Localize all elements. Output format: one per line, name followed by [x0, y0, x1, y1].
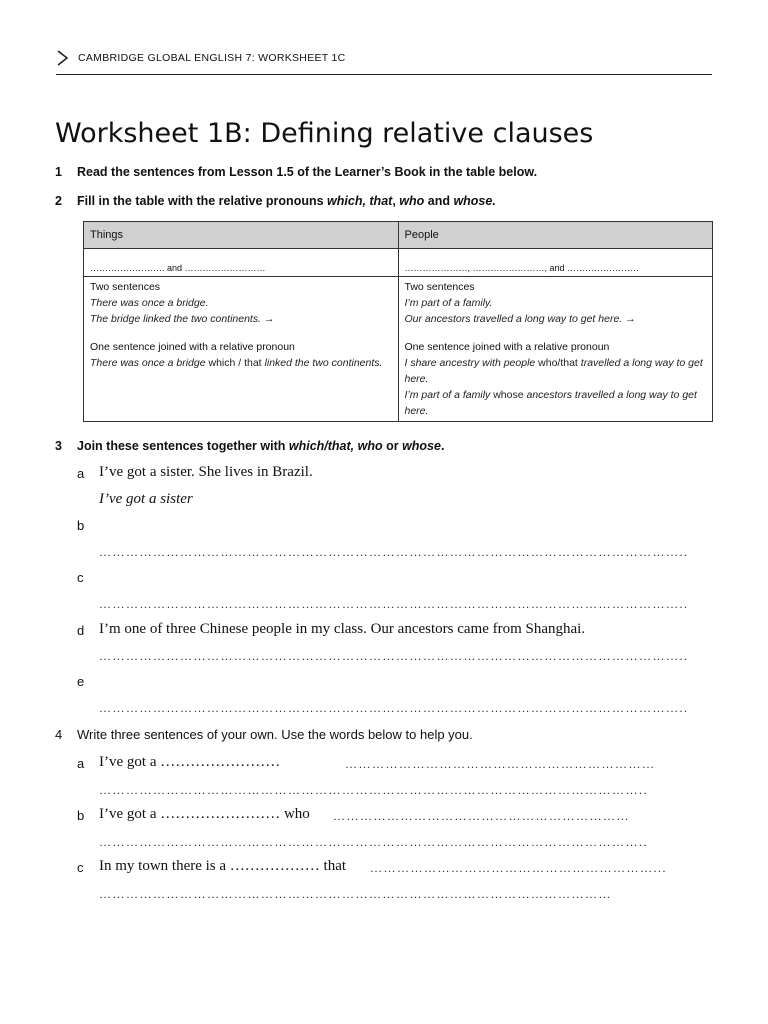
q4-a-letter: a	[77, 756, 85, 771]
things-two-1: There was once a bridge.	[90, 297, 209, 309]
q4-a-line-2[interactable]: …………………………………………………………………………………………………………..	[99, 783, 648, 797]
things-blank[interactable]: ……………………. and ………………………	[84, 249, 399, 277]
q4-b-prompt: I’ve got a …………………… who	[99, 806, 310, 822]
things-two-2: The bridge linked the two continents. →	[90, 313, 275, 325]
people-two-1: I’m part of a family.	[404, 297, 493, 309]
people-header: People	[398, 222, 713, 249]
q4-c-line-1[interactable]: ………………………………………………………...	[370, 861, 667, 875]
q4-number: 4	[55, 727, 63, 742]
q3-b-letter: b	[77, 518, 85, 533]
q4-a-prompt: I’ve got a ……………………	[99, 754, 281, 770]
things-joined-label: One sentence joined with a relative pronoun	[90, 341, 295, 353]
things-examples	[84, 277, 399, 422]
people-blank[interactable]: …………………, ……………………, and ……………………	[398, 249, 713, 277]
people-joined-label: One sentence joined with a relative pronoun	[404, 341, 610, 353]
chevron-right-icon	[56, 50, 70, 66]
q4-c-prompt: In my town there is a ……………… that	[99, 858, 347, 874]
q3-d-letter: d	[77, 623, 85, 638]
q3-number: 3	[55, 439, 62, 453]
q4-b-letter: b	[77, 808, 85, 823]
pronoun-table	[83, 221, 713, 422]
people-two-2: Our ancestors travelled a long way to get here. →	[404, 313, 636, 325]
things-header: Things	[84, 222, 399, 249]
q4-a-line-1[interactable]: ……………………………………………………………	[345, 757, 656, 771]
q3-e-answer-line[interactable]: …………………………………………………………………………………………………………………..	[99, 701, 689, 715]
people-joined-sentence-2: I’m part of a family whose ancestors travelled a long way to get here.	[404, 389, 697, 417]
q2-instruction: Fill in the table with the relative pronouns which, that, who and whose.	[77, 194, 496, 208]
q4-c-line-2[interactable]: ……………………………………………………………………………………………………	[99, 887, 612, 901]
running-header	[56, 48, 712, 75]
q3-b-answer-line[interactable]: …………………………………………………………………………………………………………………..	[99, 545, 689, 559]
things-joined-sentence: There was once a bridge which / that linked the two continents.	[90, 357, 383, 369]
q3-instruction: Join these sentences together with which/that, who or whose.	[77, 439, 445, 453]
q4-b-line-1[interactable]: …………………………………………………………	[333, 809, 630, 823]
q3-a-letter: a	[77, 466, 85, 481]
q4-instruction: Write three sentences of your own. Use the words below to help you.	[77, 727, 473, 742]
q3-c-answer-line[interactable]: …………………………………………………………………………………………………………………..	[99, 597, 689, 611]
q4-c-letter: c	[77, 860, 84, 875]
q4-b-line-2[interactable]: …………………………………………………………………………………………………………..	[99, 835, 648, 849]
q3-c-letter: c	[77, 570, 84, 585]
people-examples	[398, 277, 713, 422]
header-title: CAMBRIDGE GLOBAL ENGLISH 7: WORKSHEET 1C	[78, 52, 346, 64]
q3-a-answer: I’ve got a sister	[99, 491, 193, 507]
q1-instruction: Read the sentences from Lesson 1.5 of the Learner’s Book in the table below.	[77, 165, 538, 179]
people-joined-sentence-1: I share ancestry with people who/that travelled a long way to get here.	[404, 357, 703, 385]
q3-d-sentence: I’m one of three Chinese people in my class. Our ancestors came from Shanghai.	[99, 621, 586, 637]
people-two-label: Two sentences	[404, 281, 475, 293]
q1-number: 1	[55, 165, 62, 179]
page-title: Worksheet 1B: Defining relative clauses	[55, 118, 594, 149]
q3-a-sentence: I’ve got a sister. She lives in Brazil.	[99, 464, 313, 480]
q3-d-answer-line[interactable]: …………………………………………………………………………………………………………………..	[99, 649, 689, 663]
q3-e-letter: e	[77, 674, 85, 689]
things-two-label: Two sentences	[90, 281, 161, 293]
q2-number: 2	[55, 194, 62, 208]
